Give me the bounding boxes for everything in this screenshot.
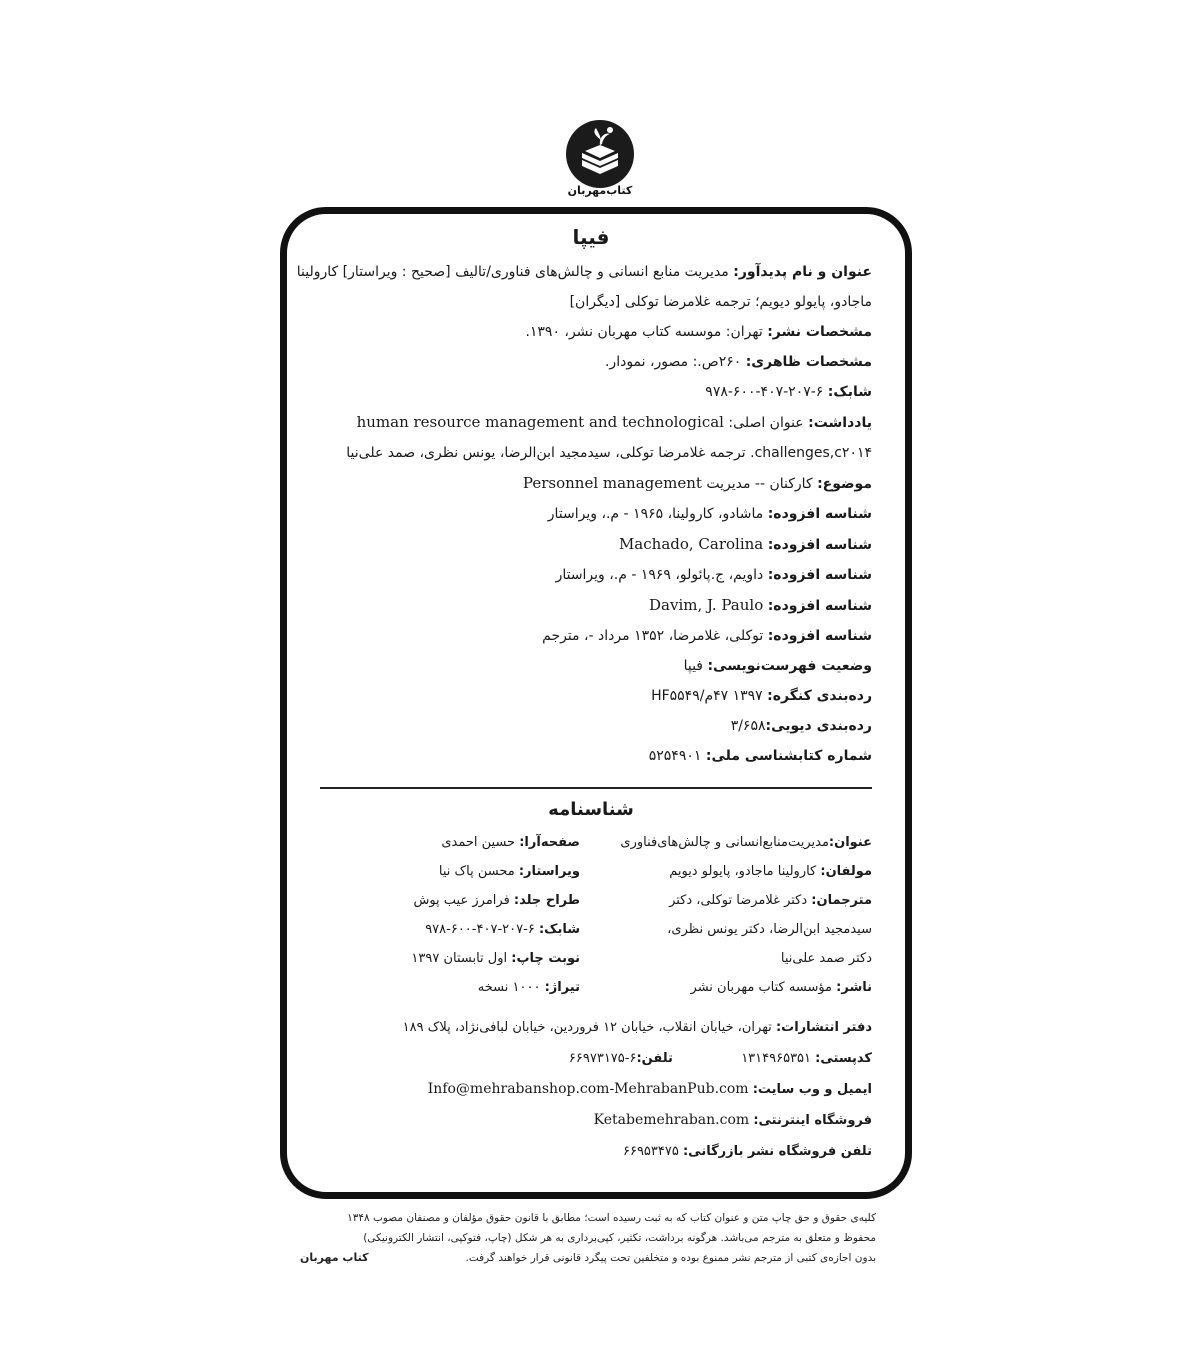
phone-number: ۶-۶۶۹۷۳۱۷۵ (568, 1051, 637, 1066)
fipa-line: وضعیت فهرست‌نویسی: فیپا (683, 658, 872, 674)
fipa-line: شناسه افزوده: داویم، ج.پائولو، ۱۹۶۹ - م.، ویراستار (555, 567, 872, 583)
fipa-record (296, 257, 872, 771)
fipa-line: موضوع: کارکنان -- مدیریت Personnel management (522, 474, 872, 492)
shenasnameh-cell: عنوان:مدیریت‌منابع‌انسانی و چالش‌های‌فناوری (620, 835, 872, 850)
postal-code: ۱۳۱۴۹۶۵۳۵۱ (741, 1051, 816, 1066)
shenasnameh-cell: ناشر: مؤسسه کتاب مهربان نشر (690, 980, 872, 995)
fipa-line: رده‌بندی دیویی:۳/۶۵۸ (730, 718, 872, 734)
fipa-line: مشخصات ظاهری: ۲۶۰ص.: مصور، نمودار. (604, 354, 872, 370)
fipa-line: عنوان و نام پدیدآور: مدیریت منابع انسانی و چالش‌های فناوری/تالیف [صحیح : ویراستار] کارولینا (296, 264, 872, 280)
email-link[interactable]: Info@mehrabanshop.com-MehrabanPub.com (427, 1081, 749, 1097)
fipa-title: فیپا (572, 225, 610, 249)
email-website: ایمیل و وب سایت: Info@mehrabanshop.com-MehrabanPub.com (427, 1081, 872, 1097)
fipa-line: یادداشت: عنوان اصلی: human resource management and technological (356, 413, 872, 431)
shenasnameh-cell: ویراستار: محسن پاک نیا (438, 864, 580, 879)
shenasnameh-cell: دکتر صمد علی‌نیا (780, 951, 872, 966)
postal-phone-row: کدپستی: ۱۳۱۴۹۶۵۳۵۱ تلفن:۶-۶۶۹۷۳۱۷۵ (568, 1051, 872, 1066)
publisher-contact (310, 1012, 872, 1167)
shop-link[interactable]: Ketabemehraban.com (593, 1112, 750, 1128)
shenasnameh-cell: نوبت چاپ: اول تابستان ۱۳۹۷ (411, 951, 580, 966)
fipa-line: challenges,c۲۰۱۴. ترجمه غلامرضا توکلی، سیدمجید ابن‌الرضا، یونس نظری، صمد علی‌نیا (346, 445, 872, 461)
footer-brand: کتاب مهربان (300, 1251, 369, 1264)
sales-phone: تلفن فروشگاه نشر بازرگانی: ۶۶۹۵۳۴۷۵ (622, 1144, 872, 1159)
fipa-line: مشخصات نشر: تهران: موسسه کتاب مهربان نشر، ۱۳۹۰. (525, 324, 872, 340)
shenasnameh-cell: سیدمجید ابن‌الرضا، دکتر یونس نظری، (667, 922, 872, 937)
shenasnameh-cell: صفحه‌آرا: حسین احمدی (441, 835, 580, 850)
online-shop: فروشگاه اینترنتی: Ketabemehraban.com (593, 1112, 872, 1128)
fipa-line: شماره کتابشناسی ملی: ۵۲۵۴۹۰۱ (648, 748, 872, 764)
shenasnameh-cell: شابک: ۶-۲۰۷-۴۰۷-۶۰۰-۹۷۸ (425, 922, 580, 937)
fipa-line: شناسه افزوده: ماشادو، کارولینا، ۱۹۶۵ - م.، ویراستار (547, 506, 872, 522)
shenasnameh-grid (310, 828, 872, 1002)
fipa-line: ماجادو، پایولو دیویم؛ ترجمه غلامرضا توکلی [دیگران] (569, 294, 872, 310)
catalog-content (296, 225, 872, 1167)
logo-label: کتاب‌مهربان (567, 184, 633, 197)
shenasnameh-cell: طراح جلد: فرامرز عیب پوش (413, 893, 580, 908)
copyright-line: محفوظ و متعلق به مترجم می‌باشد. هرگونه برداشت، تکثیر، کپی‌برداری به هر شکل (چاپ، فتوکپی، انتشار الکترونیکی) (363, 1232, 876, 1244)
shenasnameh-title: شناسنامه (548, 799, 634, 820)
shenasnameh-cell: مولفان: کارولینا ماجادو، پایولو دیویم (669, 864, 872, 879)
fipa-line: شناسه افزوده: Machado, Carolina (618, 535, 872, 553)
copyright-line: کلیه‌ی حقوق و حق چاپ متن و عنوان کتاب که به ثبت رسیده است؛ مطابق با قانون حقوق مؤلفان و مصنفان مصوب ۱۳۴۸ (347, 1212, 876, 1224)
fipa-line: شناسه افزوده: Davim, J. Paulo (649, 596, 872, 614)
fipa-line: شناسه افزوده: توکلی، غلامرضا، ۱۳۵۲ مرداد -، مترجم (542, 628, 872, 644)
fipa-line: شابک: ۶-۲۰۷-۴۰۷-۶۰۰-۹۷۸ (705, 384, 872, 400)
copyright-last-row (300, 1248, 876, 1268)
section-divider (320, 787, 872, 789)
shenasnameh-cell: مترجمان: دکتر غلامرضا توکلی، دکتر (669, 893, 872, 908)
copyright-line: بدون اجازه‌ی کتبی از مترجم نشر ممنوع بوده و متخلفین تحت پیگرد قانونی قرار خواهند گرفت. (465, 1252, 876, 1264)
copyright-notice (300, 1208, 876, 1268)
office-address: دفتر انتشارات: تهران، خیابان انقلاب، خیابان ۱۲ فروردین، خیابان لبافی‌نژاد، پلاک ۱۸۹ (402, 1020, 872, 1035)
fipa-line: رده‌بندی کنگره: ۱۳۹۷ ۴۷م/HF۵۵۴۹ (651, 688, 872, 704)
shenasnameh-cell: تیراژ: ۱۰۰۰ نسخه (477, 980, 580, 995)
